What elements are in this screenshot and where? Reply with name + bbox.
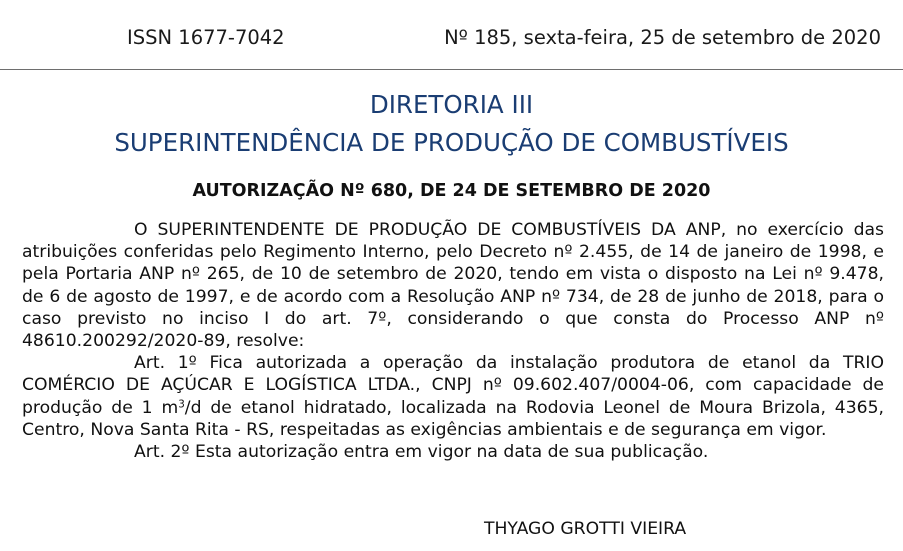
authorization-title: AUTORIZAÇÃO Nº 680, DE 24 DE SETEMBRO DE 2020 — [192, 181, 711, 201]
article-1-paragraph — [22, 352, 884, 441]
edition-date: Nº 185, sexta-feira, 25 de setembro de 2020 — [444, 26, 881, 49]
authorization-body — [22, 219, 884, 463]
preamble-paragraph: O SUPERINTENDENTE DE PRODUÇÃO DE COMBUSTÍVEIS DA ANP, no exercício das atribuições conferidas pelo Regimento Interno, pelo Decreto nº 2.455, de 14 de janeiro de 1998, e pela Portaria ANP nº 265, de 10 de setembro de 2020, tendo em vista o disposto na Lei nº 9.478, de 6 de agosto de 1997, e de acordo com a Resolução ANP nº 734, de 28 de junho de 2018, para o caso previsto no inciso I do art. 7º, considerando o que consta do Processo ANP nº 48610.200292/2020-89, resolve: — [22, 220, 884, 352]
signatory-name: THYAGO GROTTI VIEIRA — [484, 519, 687, 539]
page-header — [0, 26, 903, 58]
superintendence-heading: SUPERINTENDÊNCIA DE PRODUÇÃO DE COMBUSTÍVEIS — [114, 128, 789, 157]
article-1-text-end: /d de etanol hidratado, localizada na Rodovia Leonel de Moura Brizola, 4365, Centro, Nova Santa Rita - RS, respeitadas as exigências ambientais e de segurança em vigor. — [22, 397, 884, 440]
issn-label: ISSN 1677-7042 — [127, 26, 285, 49]
cubic-superscript: 3 — [178, 397, 185, 410]
header-divider — [0, 69, 903, 70]
directorate-heading: DIRETORIA III — [369, 90, 534, 119]
article-2-paragraph: Art. 2º Esta autorização entra em vigor na data de sua publicação. — [134, 442, 709, 463]
article-1-text-start: Art. 1º Fica autorizada a operação da instalação produtora de etanol da TRIO COMÉRCIO DE AÇÚCAR E LOGÍSTICA LTDA., CNPJ nº 09.602.407/0004-06, com capacidade de produção de 1 m — [22, 353, 884, 418]
